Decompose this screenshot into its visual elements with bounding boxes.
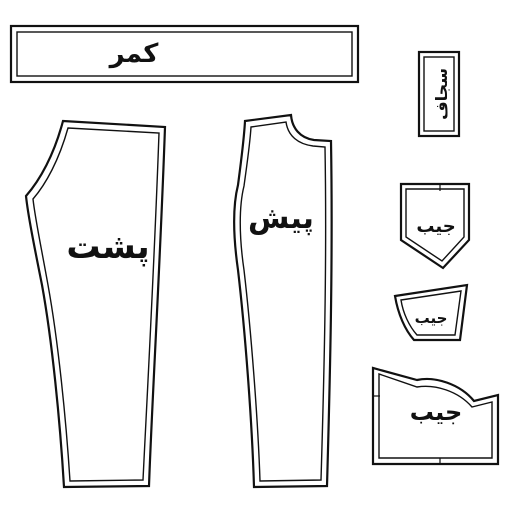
pocket-facing-label: جیب bbox=[414, 309, 448, 327]
pocket-bag-piece bbox=[373, 368, 498, 464]
pocket-patch-label: جیب bbox=[416, 216, 456, 237]
front-leg-label: پیش bbox=[248, 201, 314, 236]
waistband-label: کمر bbox=[109, 39, 159, 69]
pocket-patch-piece bbox=[401, 184, 469, 268]
waistband-piece bbox=[11, 26, 358, 82]
pocket-bag-label: جیب bbox=[409, 398, 463, 426]
belt-loop-piece bbox=[419, 52, 459, 136]
back-leg-piece bbox=[26, 121, 165, 487]
front-leg-piece bbox=[234, 115, 331, 487]
pocket-facing-piece bbox=[395, 285, 467, 340]
belt-loop-label: سجاف bbox=[432, 68, 451, 120]
back-leg-label: پشت bbox=[66, 227, 150, 267]
